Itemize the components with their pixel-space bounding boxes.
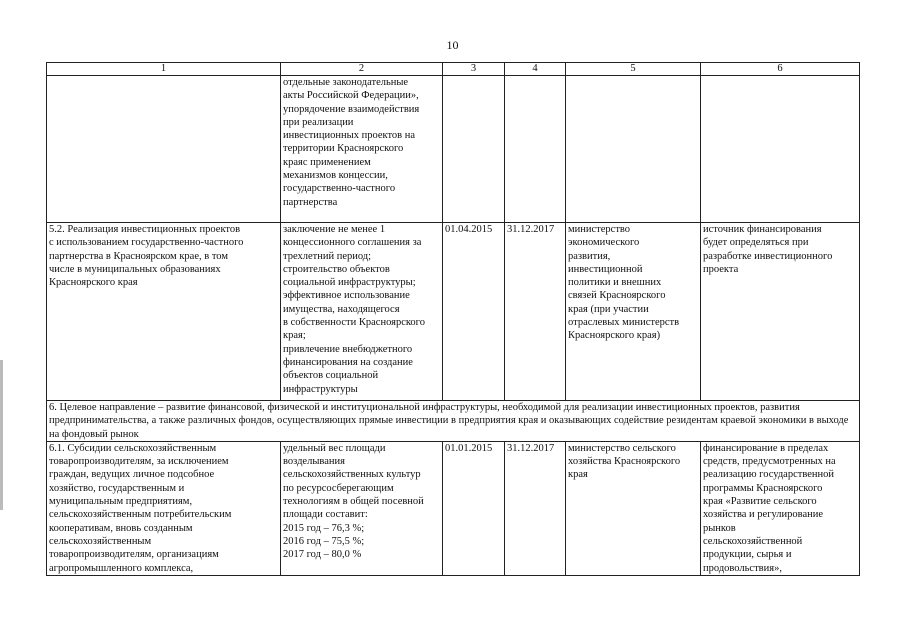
cell-activity: [47, 76, 281, 223]
cell-activity: 6.1. Субсидии сельскохозяйственным товаропроизводителям, за исключением граждан, ведущих личное подсобное хозяйство, государственным и муниципальным предприятиям, сельскохозяйственным потребительским кооперативам, вновь созданным сельскохозяйственным товаропроизводителям, организациям агропромышленного комплекса,: [47, 441, 281, 575]
cell-responsible: [566, 76, 701, 223]
cell-end-date: 31.12.2017: [505, 441, 566, 575]
table-row-continuation: [47, 76, 860, 223]
cell-start-date: [443, 76, 505, 223]
cell-end-date: [505, 76, 566, 223]
cell-result: заключение не менее 1 концессионного соглашения за трехлетний период; строительство объектов социальной инфраструктуры; эффективное использование имущества, находящегося в собственности Красноярского края; привлечение внебюджетного финансирования на создание объектов социальной инфраструктуры: [281, 223, 443, 401]
column-number-4: 4: [505, 63, 566, 76]
table-row-5-2: [47, 223, 860, 401]
cell-financing: источник финансирования будет определяться при разработке инвестиционного проекта: [701, 223, 860, 401]
cell-financing: [701, 76, 860, 223]
section-6-heading: 6. Целевое направление – развитие финансовой, физической и институциональной инфраструктуры, необходимой для реализации инвестиционных проектов, развития предпринимательства, а также различных фондов, осуществляющих прямые инвестиции в предприятия края и оказывающих содействие резидентам краевой экономики в выходе на фондовый рынок: [47, 401, 860, 442]
cell-activity: 5.2. Реализация инвестиционных проектов с использованием государственно-частного партнерства в Красноярском крае, в том числе в муниципальных образованиях Красноярского края: [47, 223, 281, 401]
cell-end-date: 31.12.2017: [505, 223, 566, 401]
section-heading-row: [47, 401, 860, 442]
scan-edge-shadow: [0, 360, 3, 510]
cell-start-date: 01.01.2015: [443, 441, 505, 575]
table-header-row: [47, 63, 860, 76]
cell-financing: финансирование в пределах средств, предусмотренных на реализацию государственной программы Красноярского края «Развитие сельского хозяйства и регулирование рынков сельскохозяйственной продукции, сырья и продовольствия»,: [701, 441, 860, 575]
column-number-2: 2: [281, 63, 443, 76]
cell-responsible: министерство экономического развития, инвестиционной политики и внешних связей Красноярского края (при участии отраслевых министерств Красноярского края): [566, 223, 701, 401]
column-number-5: 5: [566, 63, 701, 76]
cell-result: удельный вес площади возделывания сельскохозяйственных культур по ресурсосберегающим технологиям в общей посевной площади составит: 2015 год – 76,3 %; 2016 год – 75,5 %; 2017 год – 80,0 %: [281, 441, 443, 575]
cell-start-date: 01.04.2015: [443, 223, 505, 401]
column-number-6: 6: [701, 63, 860, 76]
column-number-3: 3: [443, 63, 505, 76]
table-row-6-1: [47, 441, 860, 575]
column-number-1: 1: [47, 63, 281, 76]
document-table: [46, 62, 860, 576]
page-number: 10: [446, 38, 459, 52]
cell-result: отдельные законодательные акты Российской Федерации», упорядочение взаимодействия при реализации инвестиционных проектов на территории Красноярского краяс применением механизмов концессии, государственно-частного партнерства: [281, 76, 443, 223]
cell-responsible: министерство сельского хозяйства Красноярского края: [566, 441, 701, 575]
